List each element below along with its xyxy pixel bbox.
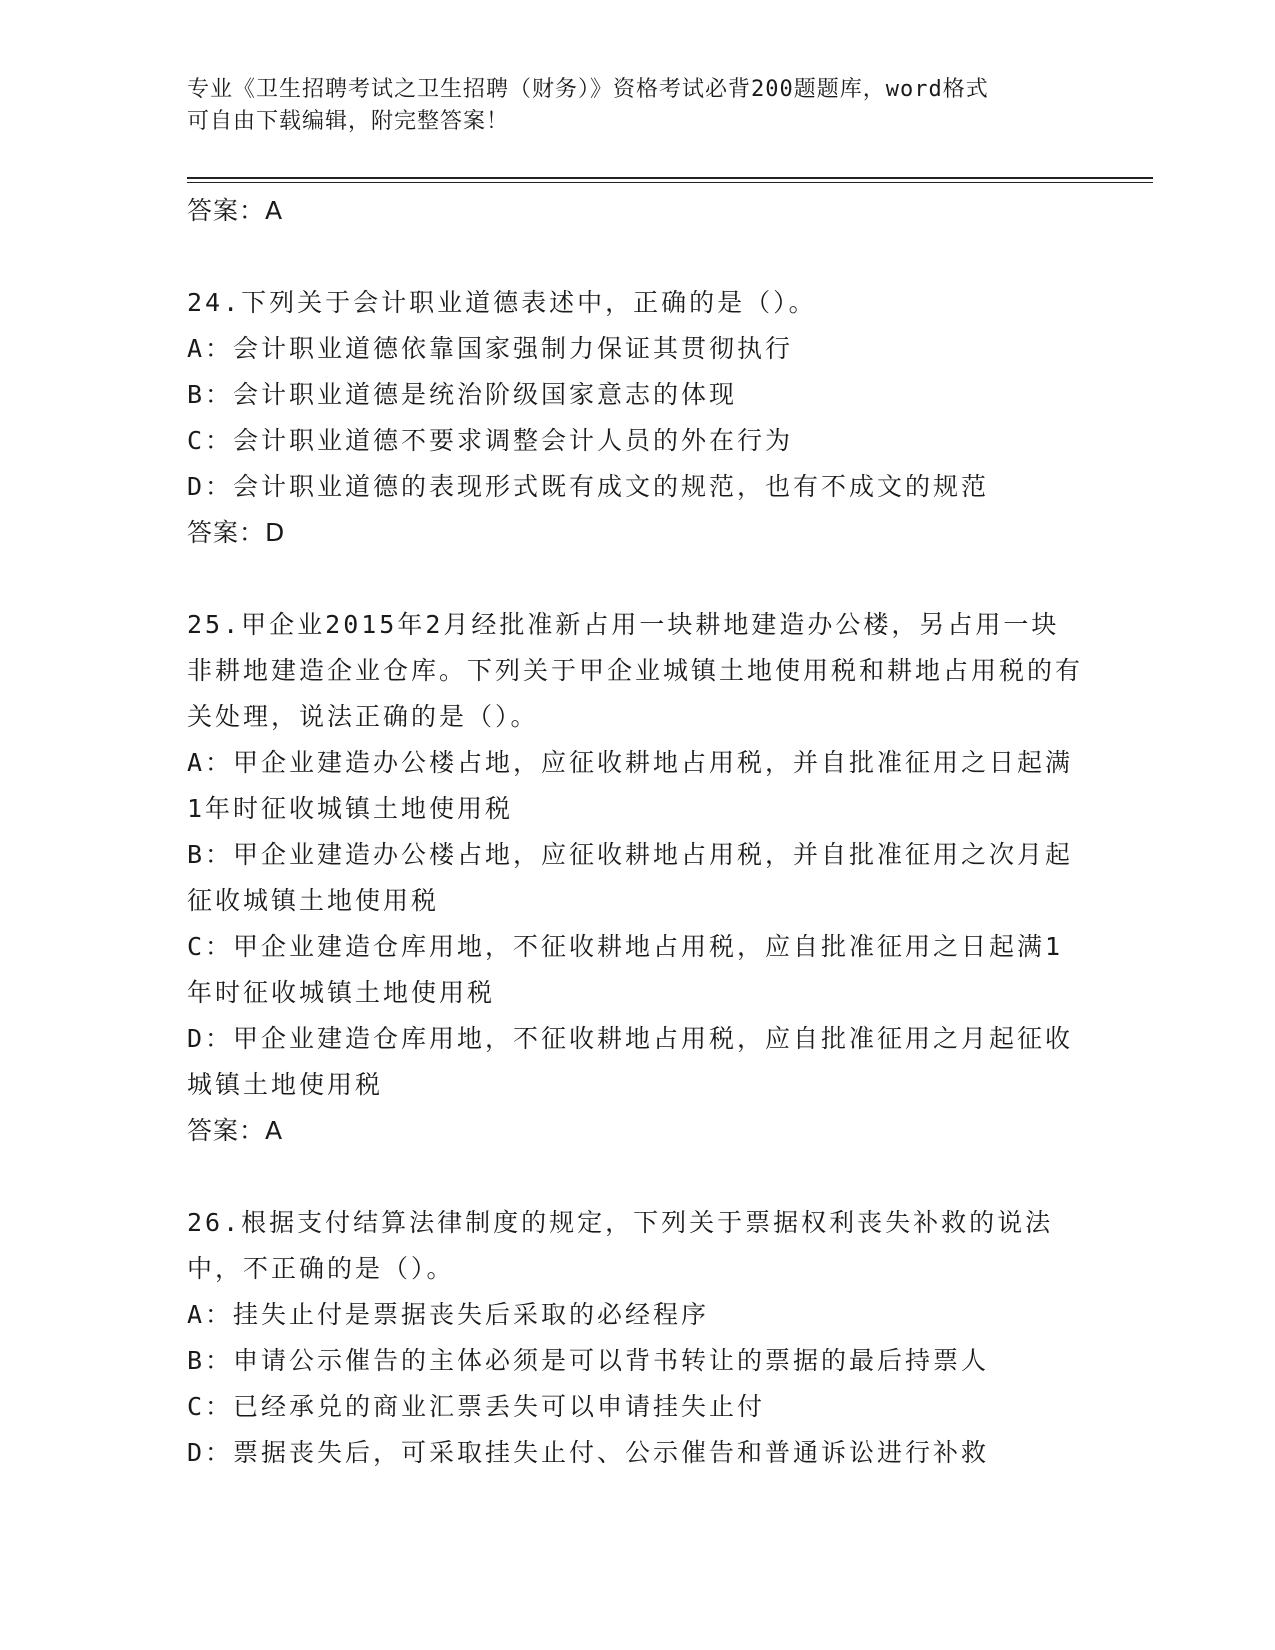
question-24 (187, 280, 1087, 556)
spacer (187, 234, 1087, 280)
previous-answer: 答案：A (187, 196, 284, 225)
option-a: A：会计职业道德依靠国家强制力保证其贯彻执行 (187, 334, 794, 363)
header-rule-thick (187, 177, 1153, 179)
question-stem: 24.下列关于会计职业道德表述中，正确的是（）。 (187, 288, 817, 317)
question-25 (187, 602, 1087, 1154)
question-answer: 答案：D (187, 518, 286, 547)
option-c: C：已经承兑的商业汇票丢失可以申请挂失止付 (187, 1392, 766, 1421)
option-c: C：甲企业建造仓库用地，不征收耕地占用税，应自批准征用之日起满1年时征收城镇土地使用税 (187, 932, 1064, 1007)
spacer (187, 1154, 1087, 1200)
question-answer: 答案：A (187, 1116, 284, 1145)
option-a: A：挂失止付是票据丧失后采取的必经程序 (187, 1300, 710, 1329)
option-d: D：会计职业道德的表现形式既有成文的规范，也有不成文的规范 (187, 472, 990, 501)
option-c: C：会计职业道德不要求调整会计人员的外在行为 (187, 426, 794, 455)
question-26 (187, 1200, 1087, 1476)
option-d: D：甲企业建造仓库用地，不征收耕地占用税，应自批准征用之月起征收城镇土地使用税 (187, 1024, 1074, 1099)
option-a: A：甲企业建造办公楼占地，应征收耕地占用税，并自批准征用之日起满1年时征收城镇土地使用税 (187, 748, 1074, 823)
header-line-2: 可自由下载编辑，附完整答案！ (187, 109, 510, 134)
option-b: B：会计职业道德是统治阶级国家意志的体现 (187, 380, 738, 409)
header-line-1: 专业《卫生招聘考试之卫生招聘（财务）》资格考试必背200题题库，word格式 (187, 77, 989, 102)
question-stem: 25.甲企业2015年2月经批准新占用一块耕地建造办公楼，另占用一块非耕地建造企业仓库。下列关于甲企业城镇土地使用税和耕地占用税的有关处理，说法正确的是（）。 (187, 610, 1084, 731)
spacer (187, 556, 1087, 602)
header-rule-thin (187, 182, 1153, 183)
option-b: B：申请公示催告的主体必须是可以背书转让的票据的最后持票人 (187, 1346, 990, 1375)
option-d: D：票据丧失后，可采取挂失止付、公示催告和普通诉讼进行补救 (187, 1438, 990, 1467)
option-b: B：甲企业建造办公楼占地，应征收耕地占用税，并自批准征用之次月起征收城镇土地使用税 (187, 840, 1074, 915)
document-header (187, 74, 1067, 138)
question-stem: 26.根据支付结算法律制度的规定，下列关于票据权利丧失补救的说法中，不正确的是（）。 (187, 1208, 1054, 1283)
question-list (187, 188, 1087, 1476)
